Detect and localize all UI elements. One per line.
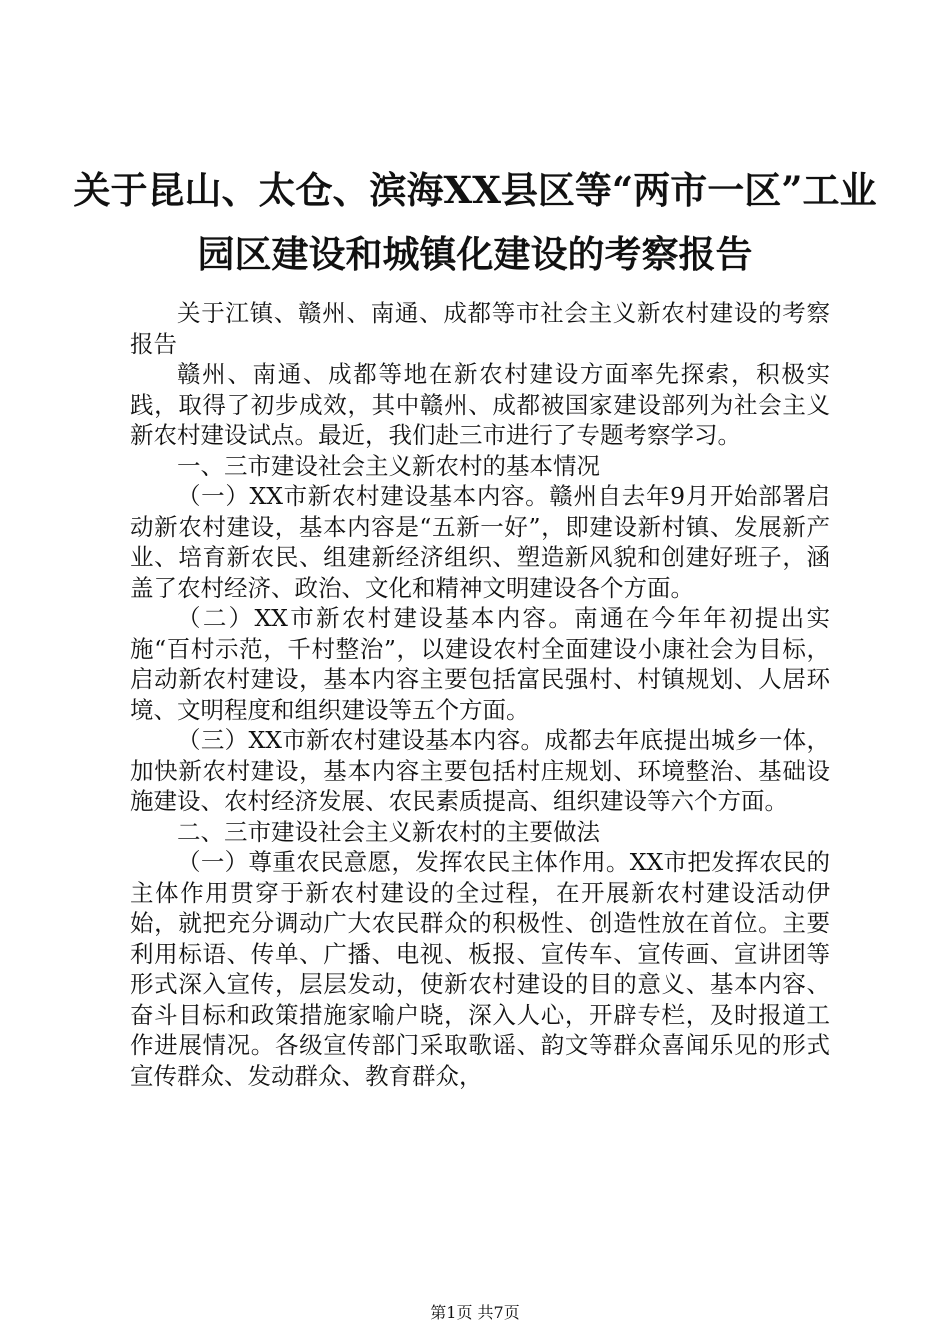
page-footer: 第1页 共7页 [430, 1303, 520, 1322]
paragraph-chengdu: （三）XX市新农村建设基本内容。成都去年底提出城乡一体，加快新农村建设，基本内容主要包括村庄规划、环境整治、基础设施建设、农村经济发展、农民素质提高、组织建设等六个方面。 [130, 726, 830, 815]
document-title: 关于昆山、太仓、滨海XX县区等“两市一区”工业园区建设和城镇化建设的考察报告 [73, 168, 877, 276]
section-heading-1: 一、三市建设社会主义新农村的基本情况 [177, 451, 600, 480]
paragraph-subtitle: 关于江镇、赣州、南通、成都等市社会主义新农村建设的考察报告 [130, 299, 830, 358]
section-heading-2: 二、三市建设社会主义新农村的主要做法 [177, 817, 600, 846]
paragraph-practice-1: （一）尊重农民意愿，发挥农民主体作用。XX市把发挥农民的主体作用贯穿于新农村建设的全过程，在开展新农村建设活动伊始，就把充分调动广大农民群众的积极性、创造性放在首位。主要利用标语、传单、广播、电视、板报、宣传车、宣传画、宣讲团等形式深入宣传，层层发动，使新农村建设的目的意义、基本内容、奋斗目标和政策措施家喻户晓，深入人心，开辟专栏，及时报道工作进展情况。各级宣传部门采取歌谣、韵文等群众喜闻乐见的形式宣传群众、发动群众、教育群众， [130, 848, 830, 1090]
paragraph-ganzhou: （一）XX市新农村建设基本内容。赣州自去年9月开始部署启动新农村建设，基本内容是“五新一好”，即建设新村镇、发展新产业、培育新农民、组建新经济组织、塑造新风貌和创建好班子，涵盖了农村经济、政治、文化和精神文明建设各个方面。 [130, 482, 830, 602]
paragraph-intro: 赣州、南通、成都等地在新农村建设方面率先探索，积极实践，取得了初步成效，其中赣州、成都被国家建设部列为社会主义新农村建设试点。最近，我们赴三市进行了专题考察学习。 [130, 360, 830, 449]
document-body [130, 298, 830, 1091]
paragraph-nantong: （二）XX市新农村建设基本内容。南通在今年年初提出实施“百村示范，千村整治”，以建设农村全面建设小康社会为目标，启动新农村建设，基本内容主要包括富民强村、村镇规划、人居环境、文明程度和组织建设等五个方面。 [130, 604, 830, 724]
